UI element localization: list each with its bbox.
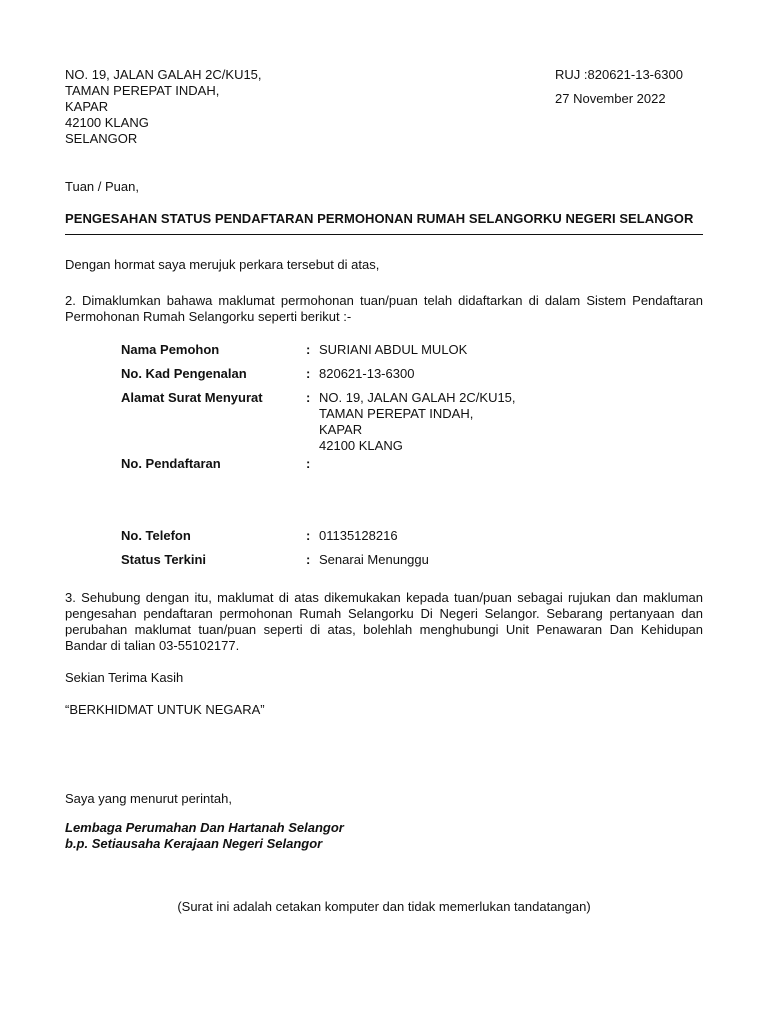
field-colon: : bbox=[306, 456, 311, 471]
field-label-ic: No. Kad Pengenalan bbox=[121, 366, 247, 381]
reference-number: RUJ :820621-13-6300 bbox=[555, 67, 683, 82]
organisation-block bbox=[65, 820, 344, 852]
field-label-status: Status Terkini bbox=[121, 552, 207, 567]
field-label-telefon: No. Telefon bbox=[121, 528, 191, 543]
sender-address-line: 42100 KLANG bbox=[65, 115, 149, 130]
sender-address-line: TAMAN PEREPAT INDAH, bbox=[65, 83, 220, 98]
field-value-telefon: 01135128216 bbox=[319, 528, 398, 543]
field-label-pendaftaran: No. Pendaftaran bbox=[121, 456, 221, 471]
sender-address-line: KAPAR bbox=[65, 99, 109, 114]
organisation-line: Lembaga Perumahan Dan Hartanah Selangor bbox=[65, 820, 344, 835]
alamat-line: NO. 19, JALAN GALAH 2C/KU15, bbox=[319, 390, 516, 405]
field-value-nama: SURIANI ABDUL MULOK bbox=[319, 342, 468, 357]
field-colon: : bbox=[306, 390, 311, 405]
field-label-nama: Nama Pemohon bbox=[121, 342, 220, 357]
field-value-status: Senarai Menunggu bbox=[319, 552, 429, 567]
field-value-alamat bbox=[319, 390, 516, 454]
paragraph-2: 2. Dimaklumkan bahawa maklumat permohonan tuan/puan telah didaftarkan di dalam Sistem Pendaftaran Permohonan Rumah Selangorku seperti berikut :- bbox=[65, 293, 703, 324]
motto: “BERKHIDMAT UNTUK NEGARA” bbox=[65, 702, 265, 717]
footer-note: (Surat ini adalah cetakan komputer dan tidak memerlukan tandatangan) bbox=[177, 899, 591, 914]
field-value-ic: 820621-13-6300 bbox=[319, 366, 415, 381]
field-label-alamat: Alamat Surat Menyurat bbox=[121, 390, 263, 405]
signoff-line: Saya yang menurut perintah, bbox=[65, 791, 232, 806]
letter-date: 27 November 2022 bbox=[555, 91, 666, 106]
alamat-line: TAMAN PEREPAT INDAH, bbox=[319, 406, 474, 421]
salutation: Tuan / Puan, bbox=[65, 179, 139, 194]
intro-paragraph: Dengan hormat saya merujuk perkara tersebut di atas, bbox=[65, 257, 380, 272]
alamat-line: 42100 KLANG bbox=[319, 438, 403, 453]
paragraph-3: 3. Sehubung dengan itu, maklumat di atas dikemukakan kepada tuan/puan sebagai rujukan dan makluman pengesahan pendaftaran permohonan Rumah Selangorku Di Negeri Selangor. Sebarang pertanyaan dan perubahan maklumat tuan/puan seperti di atas, bolehlah menghubungi Unit Penawaran Dan Kehidupan Bandar di talian 03-55102177. bbox=[65, 590, 703, 653]
alamat-line: KAPAR bbox=[319, 422, 363, 437]
organisation-line: b.p. Setiausaha Kerajaan Negeri Selangor bbox=[65, 836, 323, 851]
closing-line: Sekian Terima Kasih bbox=[65, 670, 184, 685]
sender-address-line: NO. 19, JALAN GALAH 2C/KU15, bbox=[65, 67, 262, 82]
subject-underline bbox=[65, 234, 703, 235]
field-colon: : bbox=[306, 528, 311, 543]
sender-address-line: SELANGOR bbox=[65, 131, 138, 146]
subject-heading: PENGESAHAN STATUS PENDAFTARAN PERMOHONAN RUMAH SELANGORKU NEGERI SELANGOR bbox=[65, 211, 694, 226]
field-colon: : bbox=[306, 342, 311, 357]
field-colon: : bbox=[306, 552, 311, 567]
field-colon: : bbox=[306, 366, 311, 381]
sender-address bbox=[65, 67, 262, 147]
